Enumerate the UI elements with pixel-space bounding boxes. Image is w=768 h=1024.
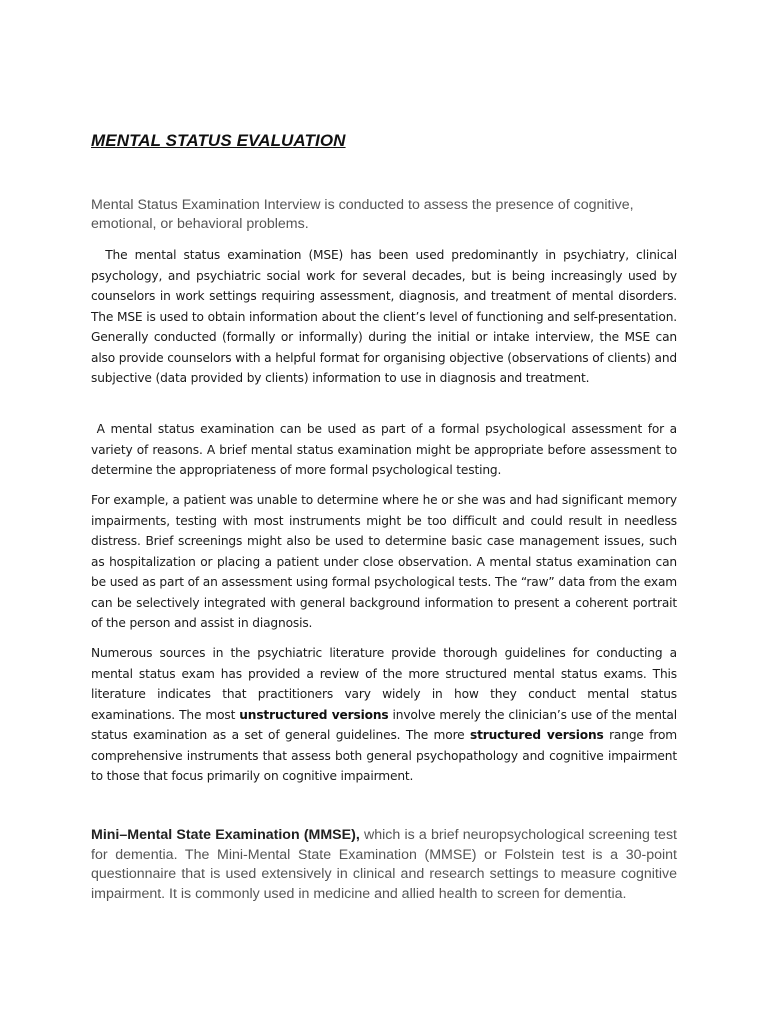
paragraph-literature-part3: range from comprehensive instruments that assess both general psychopathology and cognitive impairment to those that focus primarily on cognitive impairment. [91, 728, 677, 783]
paragraph-example: For example, a patient was unable to determine where he or she was and had significant memory impairments, testing with most instruments might be too difficult and could result in needless distress. Brief screenings might also be used to determine basic case management issues, such as hospitalization or placing a patient under close observation. A mental status examination can be used as part of an assessment using formal psychological tests. The “raw” data from the exam can be selectively integrated with general background information to present a coherent portrait of the person and assist in diagnosis. [91, 493, 677, 630]
paragraph-mse-overview-text: The mental status examination (MSE) has been used predominantly in psychiatry, clinical psychology, and psychiatric social work for several decades, but is being increasingly used by counselors in work settings requiring assessment, diagnosis, and treatment of mental disorders. The MSE is used to obtain information about the client’s level of functioning and self-presentation. Generally conducted (formally or informally) during the initial or intake interview, the MSE can also provide counselors with a helpful format for organising objective (observations of clients) and subjective (data provided by clients) information to use in diagnosis and treatment. [91, 248, 681, 385]
paragraph-formal-assessment [91, 419, 681, 481]
paragraph-formal-assessment-text: A mental status examination can be used as part of a formal psychological assessment for a variety of reasons. A brief mental status examination might be appropriate before assessment to determine the appropriateness of more formal psychological testing. [91, 422, 681, 477]
mmse-lead: Mini–Mental State Examination (MMSE), [91, 827, 360, 843]
mmse-paragraph [91, 826, 677, 904]
paragraph-literature-part1: Numerous sources in the psychiatric literature provide thorough guidelines for conducting a mental status exam has provided a review of the more structured mental status exams. This literature indicates that practitioners vary widely in how they conduct mental status examinations. The most [91, 646, 677, 722]
mmse-text: which is a brief neuropsychological screening test for dementia. The Mini-Mental State Examination (MMSE) or Folstein test is a 30-point questionnaire that is used extensively in clinical and research settings to measure cognitive impairment. It is commonly used in medicine and allied health to screen for dementia. [91, 827, 677, 902]
paragraph-literature-part2: involve merely the clinician’s use of the mental status examination as a set of general guidelines. The more [91, 707, 677, 742]
document-title: MENTAL STATUS EVALUATION [91, 131, 346, 150]
unstructured-versions-term: unstructured versions [239, 707, 389, 722]
structured-versions-term: structured versions [469, 728, 604, 742]
paragraph-mse-overview [91, 245, 681, 389]
paragraph-literature [91, 643, 677, 787]
intro-paragraph: Mental Status Examination Interview is conducted to assess the presence of cognitive, emotional, or behavioral problems. [91, 197, 634, 232]
